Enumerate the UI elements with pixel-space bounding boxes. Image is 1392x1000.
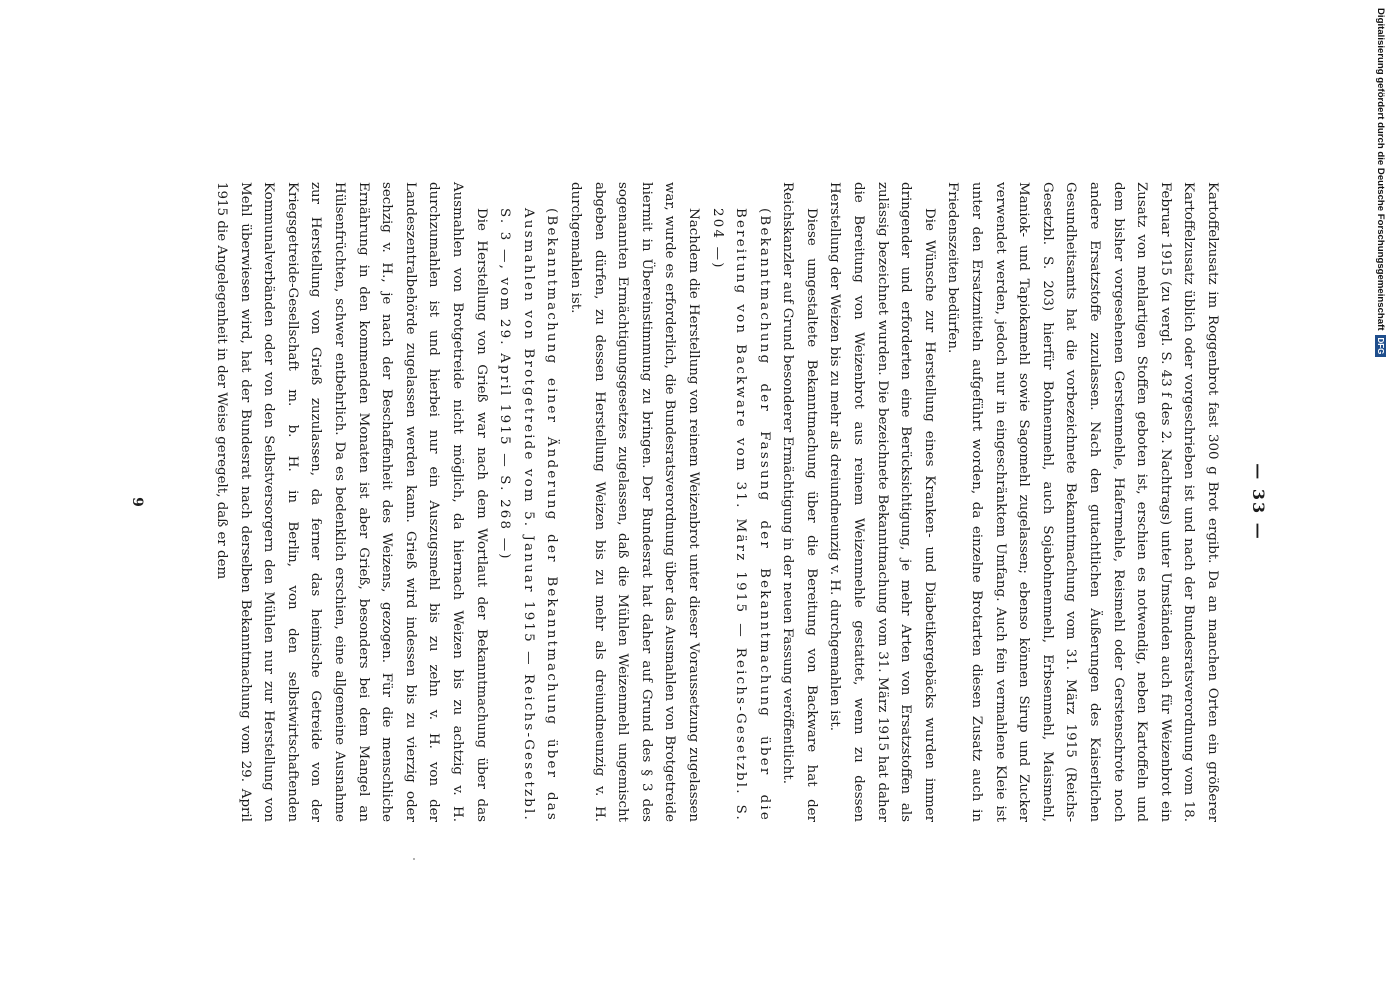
body-paragraph: Die Herstellung von Grieß war nach dem Wortlaut der Bekanntmachung über das Ausmahlen von Brotgetreide nicht möglich, da hiernach Weizen bis zu achtzig v. H. durchzumahlen ist und hierbei nur ein Auszugsmehl bis zu zehn v. H. von der Landeszentralbehörde zugelassen werden kann. Grieß wird indessen bis zu vierzig oder sechzig v. H., je nach der Beschaffenheit des Weizens, gezogen. Für die menschliche Ernährung in den kommenden Monaten ist aber Grieß, besonders bei dem Mangel an Hülsenfrüchten, schwer entbehrlich. Da es bedenklich erschien, eine allgemeine Ausnahme zur Herstellung von Grieß zuzulassen, da ferner das heimische Getreide von der Kriegsgetreide-Gesellschaft m. b. H. in Berlin, von den selbstwirtschaftenden Kommunalverbänden oder von den Selbstversorgern den Mühlen nur zur Herstellung von Mehl überwiesen wird, hat der Bundesrat nach derselben Bekanntmachung vom 29. April 1915 die Angelegenheit in der Weise geregelt, daß er dem <box>214 182 489 822</box>
body-paragraph: Nachdem die Herstellung von reinem Weizenbrot unter dieser Voraussetzung zugelassen war, wurde es erforderlich, die Bundesratsverordnung über das Ausmahlen von Brotgetreide hiermit in Übereinstimmung zu bringen. Der Bundesrat hat daher auf Grund des § 3 des sogenannten Ermächtigungsgesetzes zugelassen, daß die Mühlen Weizenmehl ungemischt abgeben dürfen, zu dessen Herstellung Weizen bis zu mehr als dreiundneunzig v. H. durchgemahlen ist. <box>567 182 701 822</box>
dfg-logo: DFG <box>1376 335 1387 358</box>
page-number-header: — 33 — <box>1249 463 1268 541</box>
scan-speck <box>413 858 415 860</box>
body-paragraph: Diese umgestaltete Bekanntmachung über die Bereitung von Backware hat der Reichskanzler auf Grund besonderer Ermächtigung in der neuen Fassung veröffentlicht. <box>780 182 819 822</box>
signature-mark: 9 <box>129 497 145 507</box>
footer-credit: Digitalisierung gefördert durch die Deutsche Forschungsgemeinschaft <box>1375 8 1387 331</box>
document-page <box>129 182 1268 822</box>
citation-paragraph: (Bekanntmachung einer Änderung der Bekanntmachung über das Ausmahlen von Brotgetreide vom 5. Januar 1915 — Reichs-Gesetzbl. S. 3 —, vom 29. April 1915 — S. 268 —) <box>497 208 560 822</box>
digitization-footer <box>1370 8 1392 992</box>
page-content <box>129 182 1268 822</box>
body-paragraph: Die Wünsche zur Herstellung eines Kranken- und Diabetikergebäcks wurden immer dringender und erforderten eine Berücksichtigung, je mehr Arten von Ersatzstoffen als zulässig bezeichnet wurden. Die bezeichnete Bekanntmachung vom 31. März 1915 hat daher die Bereitung von Weizenbrot aus reinem Weizenmehle gestattet, wenn zu dessen Herstellung der Weizen bis zu mehr als dreiundneunzig v. H. durchgemahlen ist. <box>827 182 937 822</box>
citation-paragraph: (Bekanntmachung der Fassung der Bekanntmachung über die Bereitung von Backware vom 31. März 1915 — Reichs-Gesetzbl. S. 204 —) <box>709 208 772 822</box>
body-text <box>209 182 1224 822</box>
body-paragraph: Kartoffelzusatz im Roggenbrot fast 300 g Brot ergibt. Da an manchen Orten ein größerer Kartoffelzusatz üblich oder vorgeschrieben ist und nach der Bundesratsverordnung vom 18. Februar 1915 (zu vergl. S. 43 f des 2. Nachtrags) unter Umständen auch für Weizenbrot ein Zusatz von mehlartigen Stoffen geboten ist, erschien es notwendig, neben Kartoffeln und dem bisher vorgesehenen Gerstenmehle, Hafermehle, Reismehl oder Gerstenschrote noch andere Ersatzstoffe zuzulassen. Nach den gutachtlichen Äußerungen des Kaiserlichen Gesundheitsamts hat die vorbezeichnete Bekanntmachung vom 31. März 1915 (Reichs-Gesetzbl. S. 203) hierfür Bohnenmehl, auch Sojabohnenmehl, Erbsenmehl, Maismehl, Maniok- und Tapiokamehl sowie Sagomehl zugelassen; ebenso können Sirup und Zucker verwendet werden, jedoch nur in eingeschränktem Umfang. Auch fein vermahlene Kleie ist unter den Ersatzmitteln aufgeführt worden, da einzelne Brotarten diesen Zusatz auch in Friedenszeiten bedürfen. <box>945 182 1220 822</box>
